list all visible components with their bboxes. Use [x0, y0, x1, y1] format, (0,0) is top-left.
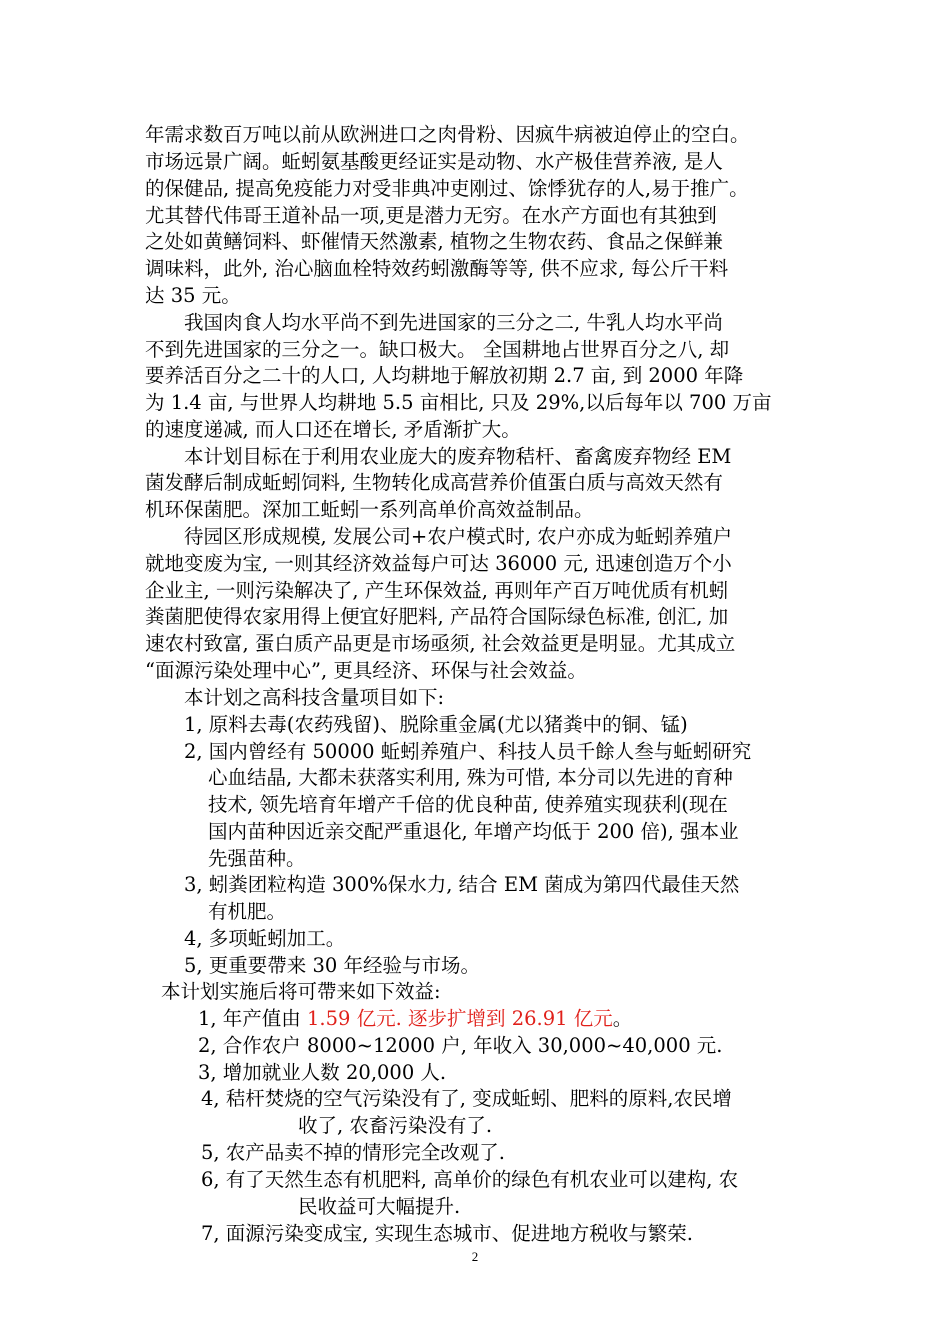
list-item-cont: 心血结晶, 大都未获落实利用, 殊为可惜, 本分司以先进的育种 [208, 766, 733, 789]
paragraph-line: 待园区形成规模, 发展公司+农户模式时, 农户亦成为蚯蚓养殖户 [184, 525, 733, 548]
paragraph-line: 不到先进国家的三分之一。缺口极大。 全国耕地占世界百分之八, 却 [145, 338, 730, 361]
paragraph-line: 的速度递减, 而人口还在增长, 矛盾渐扩大。 [145, 418, 521, 441]
paragraph-line: 机环保菌肥。深加工蚯蚓一系列高单价高效益制品。 [145, 498, 594, 521]
paragraph-line: 的保健品, 提高免疫能力对受非典冲吏刚过、馀悸犹存的人,易于推广。 [145, 177, 749, 200]
list-item-cont: 收了, 农畜污染没有了. [298, 1114, 493, 1137]
paragraph-line: 市场远景广阔。蚯蚓氨基酸更经证实是动物、水产极佳营养液, 是人 [145, 150, 723, 173]
benefit-text: 。 [612, 1007, 633, 1030]
list-item: 6, 有了天然生态有机肥料, 高单价的绿色有机农业可以建构, 农 [201, 1168, 739, 1191]
page-number: 2 [471, 1249, 479, 1264]
list-item: 3, 增加就业人数 20,000 人. [198, 1061, 447, 1084]
list-item: 4, 多项蚯蚓加工。 [184, 927, 346, 950]
list-item: 3, 蚓粪团粒构造 300%保水力, 结合 EM 菌成为第四代最佳天然 [184, 873, 740, 896]
paragraph-line: 尤其替代伟哥王道补品一项,更是潜力无穷。在水产方面也有其独到 [145, 204, 717, 227]
paragraph-line: “面源污染处理中心”, 更具经济、环保与社会效益。 [145, 659, 587, 682]
paragraph-line: 要养活百分之二十的人口, 人均耕地于解放初期 2.7 亩, 到 2000 年降 [145, 364, 744, 387]
list-item: 2, 合作农户 8000~12000 户, 年收入 30,000~40,000 元. [198, 1034, 723, 1057]
paragraph-line: 就地变废为宝, 一则其经济效益每户可达 36000 元, 迅速创造万个小 [145, 552, 732, 575]
list-item-cont: 有机肥。 [208, 900, 287, 923]
paragraph-line: 菌发酵后制成蚯蚓饲料, 生物转化成高营养价值蛋白质与高效天然有 [145, 471, 723, 494]
list-item-cont: 国内苗种因近亲交配严重退化, 年增产均低于 200 倍), 强本业 [208, 820, 739, 843]
list-item-cont: 民收益可大幅提升. [298, 1195, 461, 1218]
list-item: 5, 农产品卖不掉的情形完全改观了. [201, 1141, 506, 1164]
paragraph-line: 粪菌肥使得农家用得上便宜好肥料, 产品符合国际绿色标准, 创汇, 加 [145, 605, 729, 628]
paragraph-line: 之处如黄鳝饲料、虾催情天然激素, 植物之生物农药、食品之保鲜兼 [145, 230, 723, 253]
paragraph-line: 本计划目标在于利用农业庞大的废弃物秸杆、畜禽废弃物经 EM [184, 445, 732, 468]
list-item: 5, 更重要帶来 30 年经验与市场。 [184, 954, 481, 977]
paragraph-line: 为 1.4 亩, 与世界人均耕地 5.5 亩相比, 只及 29%,以后每年以 700 万亩 [145, 391, 772, 414]
list-item: 1, 原料去毒(农药残留)、脱除重金属(尤以猪粪中的铜、锰) [184, 713, 688, 736]
paragraph-line: 我国肉食人均水平尚不到先进国家的三分之二, 牛乳人均水平尚 [184, 311, 723, 334]
paragraph-line: 达 35 元。 [145, 284, 241, 307]
benefit-text: 1, 年产值由 [198, 1007, 308, 1030]
section-heading: 本计划实施后将可帶来如下效益: [161, 980, 441, 1003]
paragraph-line: 速农村致富, 蛋白质产品更是市场亟须, 社会效益更是明显。尤其成立 [145, 632, 736, 655]
section-heading: 本计划之高科技含量项目如下: [184, 686, 445, 709]
list-item-cont: 先强苗种。 [208, 847, 306, 870]
highlight-value: 1.59 亿元. 逐步扩增到 26.91 亿元 [307, 1007, 613, 1030]
paragraph-line: 年需求数百万吨以前从欧洲进口之肉骨粉、因疯牛病被迫停止的空白。 [145, 123, 750, 146]
list-item [198, 1005, 632, 1032]
list-item: 7, 面源污染变成宝, 实现生态城市、促进地方税收与繁荣. [201, 1222, 693, 1245]
paragraph-line: 企业主, 一则污染解决了, 产生环保效益, 再则年产百万吨优质有机蚓 [145, 579, 729, 602]
list-item: 2, 国内曾经有 50000 蚯蚓养殖户、科技人员千餘人叁与蚯蚓研究 [184, 740, 752, 763]
paragraph-line: 调味料，此外, 治心脑血栓特效药蚓激酶等等, 供不应求, 每公斤干料 [145, 257, 729, 280]
list-item-cont: 技术, 领先培育年增产千倍的优良种苗, 使养殖实现获利(现在 [208, 793, 728, 816]
list-item: 4, 秸杆焚烧的空气污染没有了, 变成蚯蚓、肥料的原料,农民增 [201, 1087, 732, 1110]
